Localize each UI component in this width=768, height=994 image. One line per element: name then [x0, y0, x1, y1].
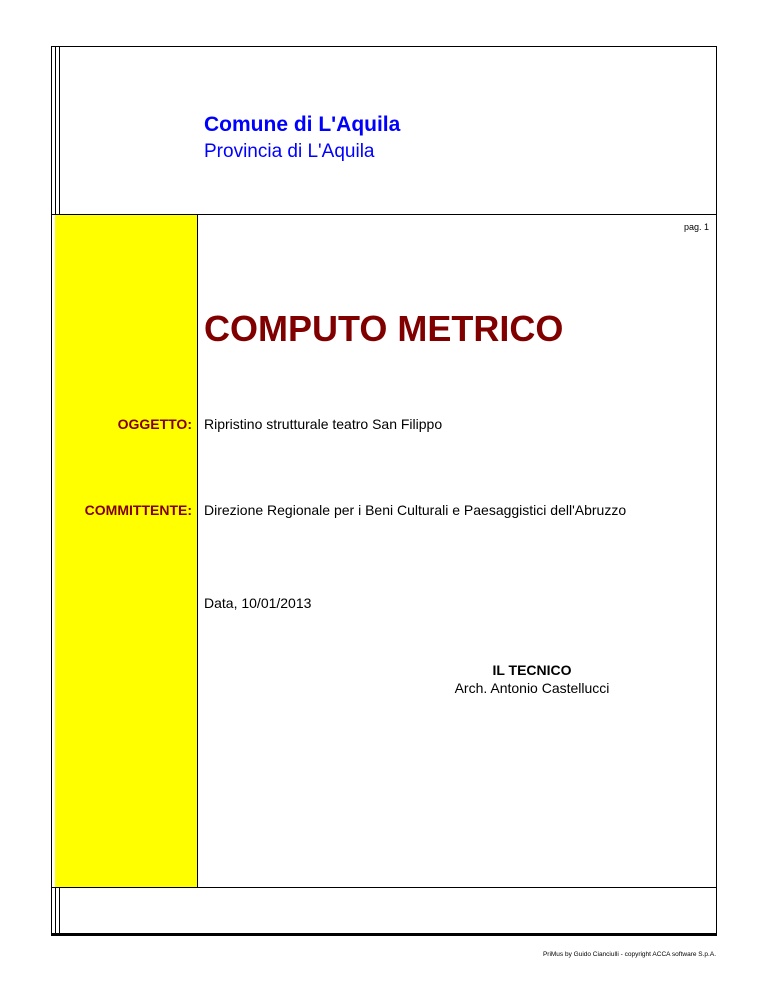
footer-separator	[51, 887, 717, 888]
municipality-title: Comune di L'Aquila	[204, 113, 401, 136]
signature-role: IL TECNICO	[492, 662, 572, 678]
header-separator	[51, 214, 717, 215]
committente-value: Direzione Regionale per i Beni Culturali e Paesaggistici dell'Abruzzo	[204, 502, 627, 518]
document-date: Data, 10/01/2013	[204, 595, 312, 611]
oggetto-label: OGGETTO:	[117, 416, 192, 432]
frame-bottom-rule	[51, 933, 717, 936]
oggetto-value: Ripristino strutturale teatro San Filippo	[204, 416, 443, 432]
yellow-side-band	[55, 214, 197, 887]
signature-name: Arch. Antonio Castellucci	[454, 680, 610, 696]
committente-label: COMMITTENTE:	[84, 502, 192, 518]
document-title: COMPUTO METRICO	[204, 308, 564, 349]
frame-left-footer-line	[59, 887, 60, 934]
province-subtitle: Provincia di L'Aquila	[204, 141, 375, 162]
band-divider-line	[197, 214, 198, 887]
frame-left-header-line	[59, 46, 60, 214]
page-number: pag. 1	[683, 222, 709, 232]
software-credit: PriMus by Guido Cianciulli - copyright ACCA software S.p.A.	[542, 951, 716, 958]
